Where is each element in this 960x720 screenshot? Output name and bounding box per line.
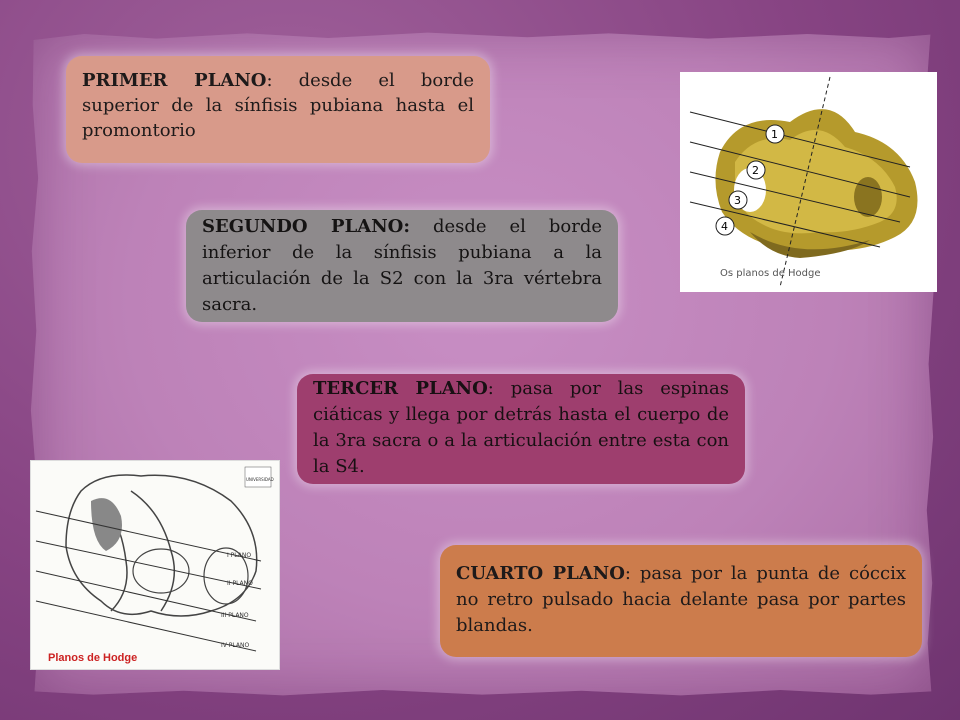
plane-marker-1 xyxy=(766,125,784,143)
segundo-plano-text: desde el borde inferior de la sínfisis pubiana a la articulación de la S2 con la 3ra vértebra sacra. xyxy=(202,216,602,315)
pelvis-illustration xyxy=(680,72,937,292)
cuarto-plano-heading: CUARTO PLANO xyxy=(456,563,625,584)
tercer-plano-text: : pasa por las espinas ciáticas y llega por detrás hasta el cuerpo de la 3ra sacra o a la articulación entre esta con la S4. xyxy=(313,378,730,477)
plane-marker-3 xyxy=(729,191,747,209)
segundo-plano-heading: SEGUNDO PLANO: xyxy=(202,216,410,237)
cuarto-plano-box xyxy=(440,545,922,657)
primer-plano-box xyxy=(66,56,490,163)
cuarto-plano-text: : pasa por la punta de cóccix no retro pulsado hacia delante pasa por partes blandas. xyxy=(456,563,906,636)
university-logo-text: UNIVERSIDAD xyxy=(246,477,274,482)
pelvis-hodge-planes-image xyxy=(680,72,937,292)
svg-text:1: 1 xyxy=(771,128,778,141)
plane-label-4: IV PLANO xyxy=(221,642,250,649)
segundo-plano-box xyxy=(186,210,618,322)
hodge-planes-sketch-image xyxy=(30,460,280,670)
primer-plano-heading: PRIMER PLANO xyxy=(82,70,267,91)
tercer-plano-heading: TERCER PLANO xyxy=(313,378,488,399)
svg-text:2: 2 xyxy=(752,164,759,177)
pelvis-image-caption: Os planos de Hodge xyxy=(720,268,821,279)
plane-label-2: II PLANO xyxy=(227,580,253,587)
plane-label-3: III PLANO xyxy=(221,612,249,619)
tercer-plano-box xyxy=(297,374,745,484)
svg-text:4: 4 xyxy=(721,220,728,233)
plane-label-1: I PLANO xyxy=(227,552,252,559)
primer-plano-text: : desde el borde superior de la sínfisis pubiana hasta el promontorio xyxy=(82,70,474,141)
plane-marker-2 xyxy=(747,161,765,179)
svg-text:3: 3 xyxy=(734,194,741,207)
sketch-image-caption: Planos de Hodge xyxy=(48,652,138,664)
plane-marker-4 xyxy=(716,217,734,235)
hodge-planes-sketch xyxy=(31,461,279,669)
